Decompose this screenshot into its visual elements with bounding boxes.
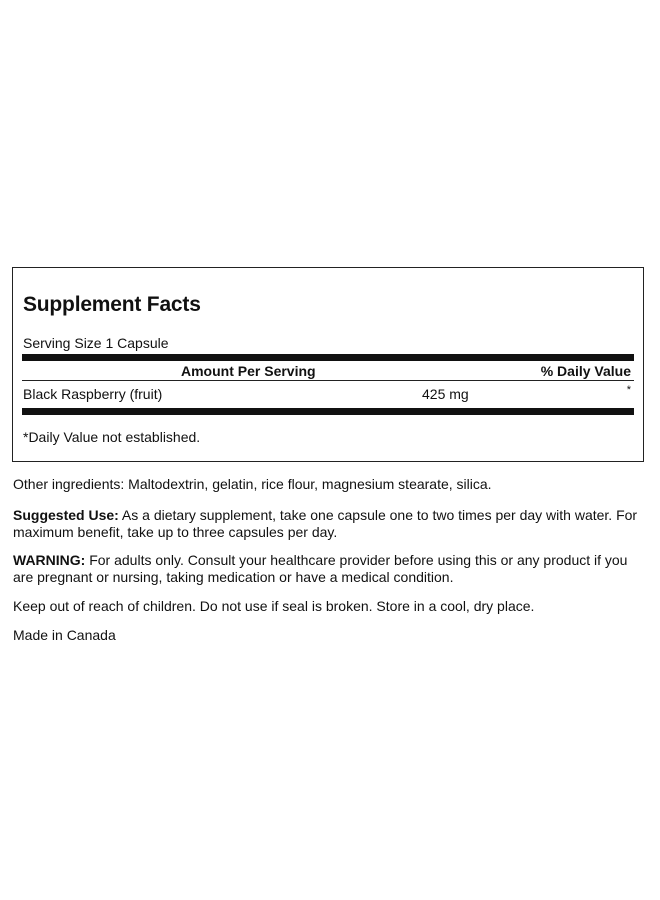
serving-size: Serving Size 1 Capsule [23,335,169,351]
warning-text: For adults only. Consult your healthcare provider before using this or any product if you are pregnant or nursing, taking medication or have a medical condition. [13,552,628,585]
country-of-origin: Made in Canada [13,627,116,643]
divider-thick-bottom [22,408,634,415]
ingredient-row [22,386,634,404]
warning [13,552,643,586]
ingredient-amount: 425 mg [422,386,469,402]
daily-value-footnote: *Daily Value not established. [23,429,201,445]
header-amount-per-serving: Amount Per Serving [181,363,316,379]
storage-instructions: Keep out of reach of children. Do not use if seal is broken. Store in a cool, dry place. [13,598,535,614]
supplement-facts-panel [12,267,644,462]
other-ingredients: Other ingredients: Maltodextrin, gelatin, rice flour, magnesium stearate, silica. [13,476,492,492]
ingredient-name: Black Raspberry (fruit) [23,386,163,402]
suggested-use-text: As a dietary supplement, take one capsule one to two times per day with water. For maximum benefit, take up to three capsules per day. [13,507,638,540]
divider-thin [22,380,634,381]
facts-header-row [22,363,634,381]
facts-title: Supplement Facts [23,293,201,316]
header-daily-value: % Daily Value [540,363,631,379]
divider-thick-top [22,354,634,361]
suggested-use-label: Suggested Use: [13,507,119,523]
ingredient-daily-value: * [626,384,631,396]
warning-label: WARNING: [13,552,86,568]
suggested-use [13,507,643,541]
